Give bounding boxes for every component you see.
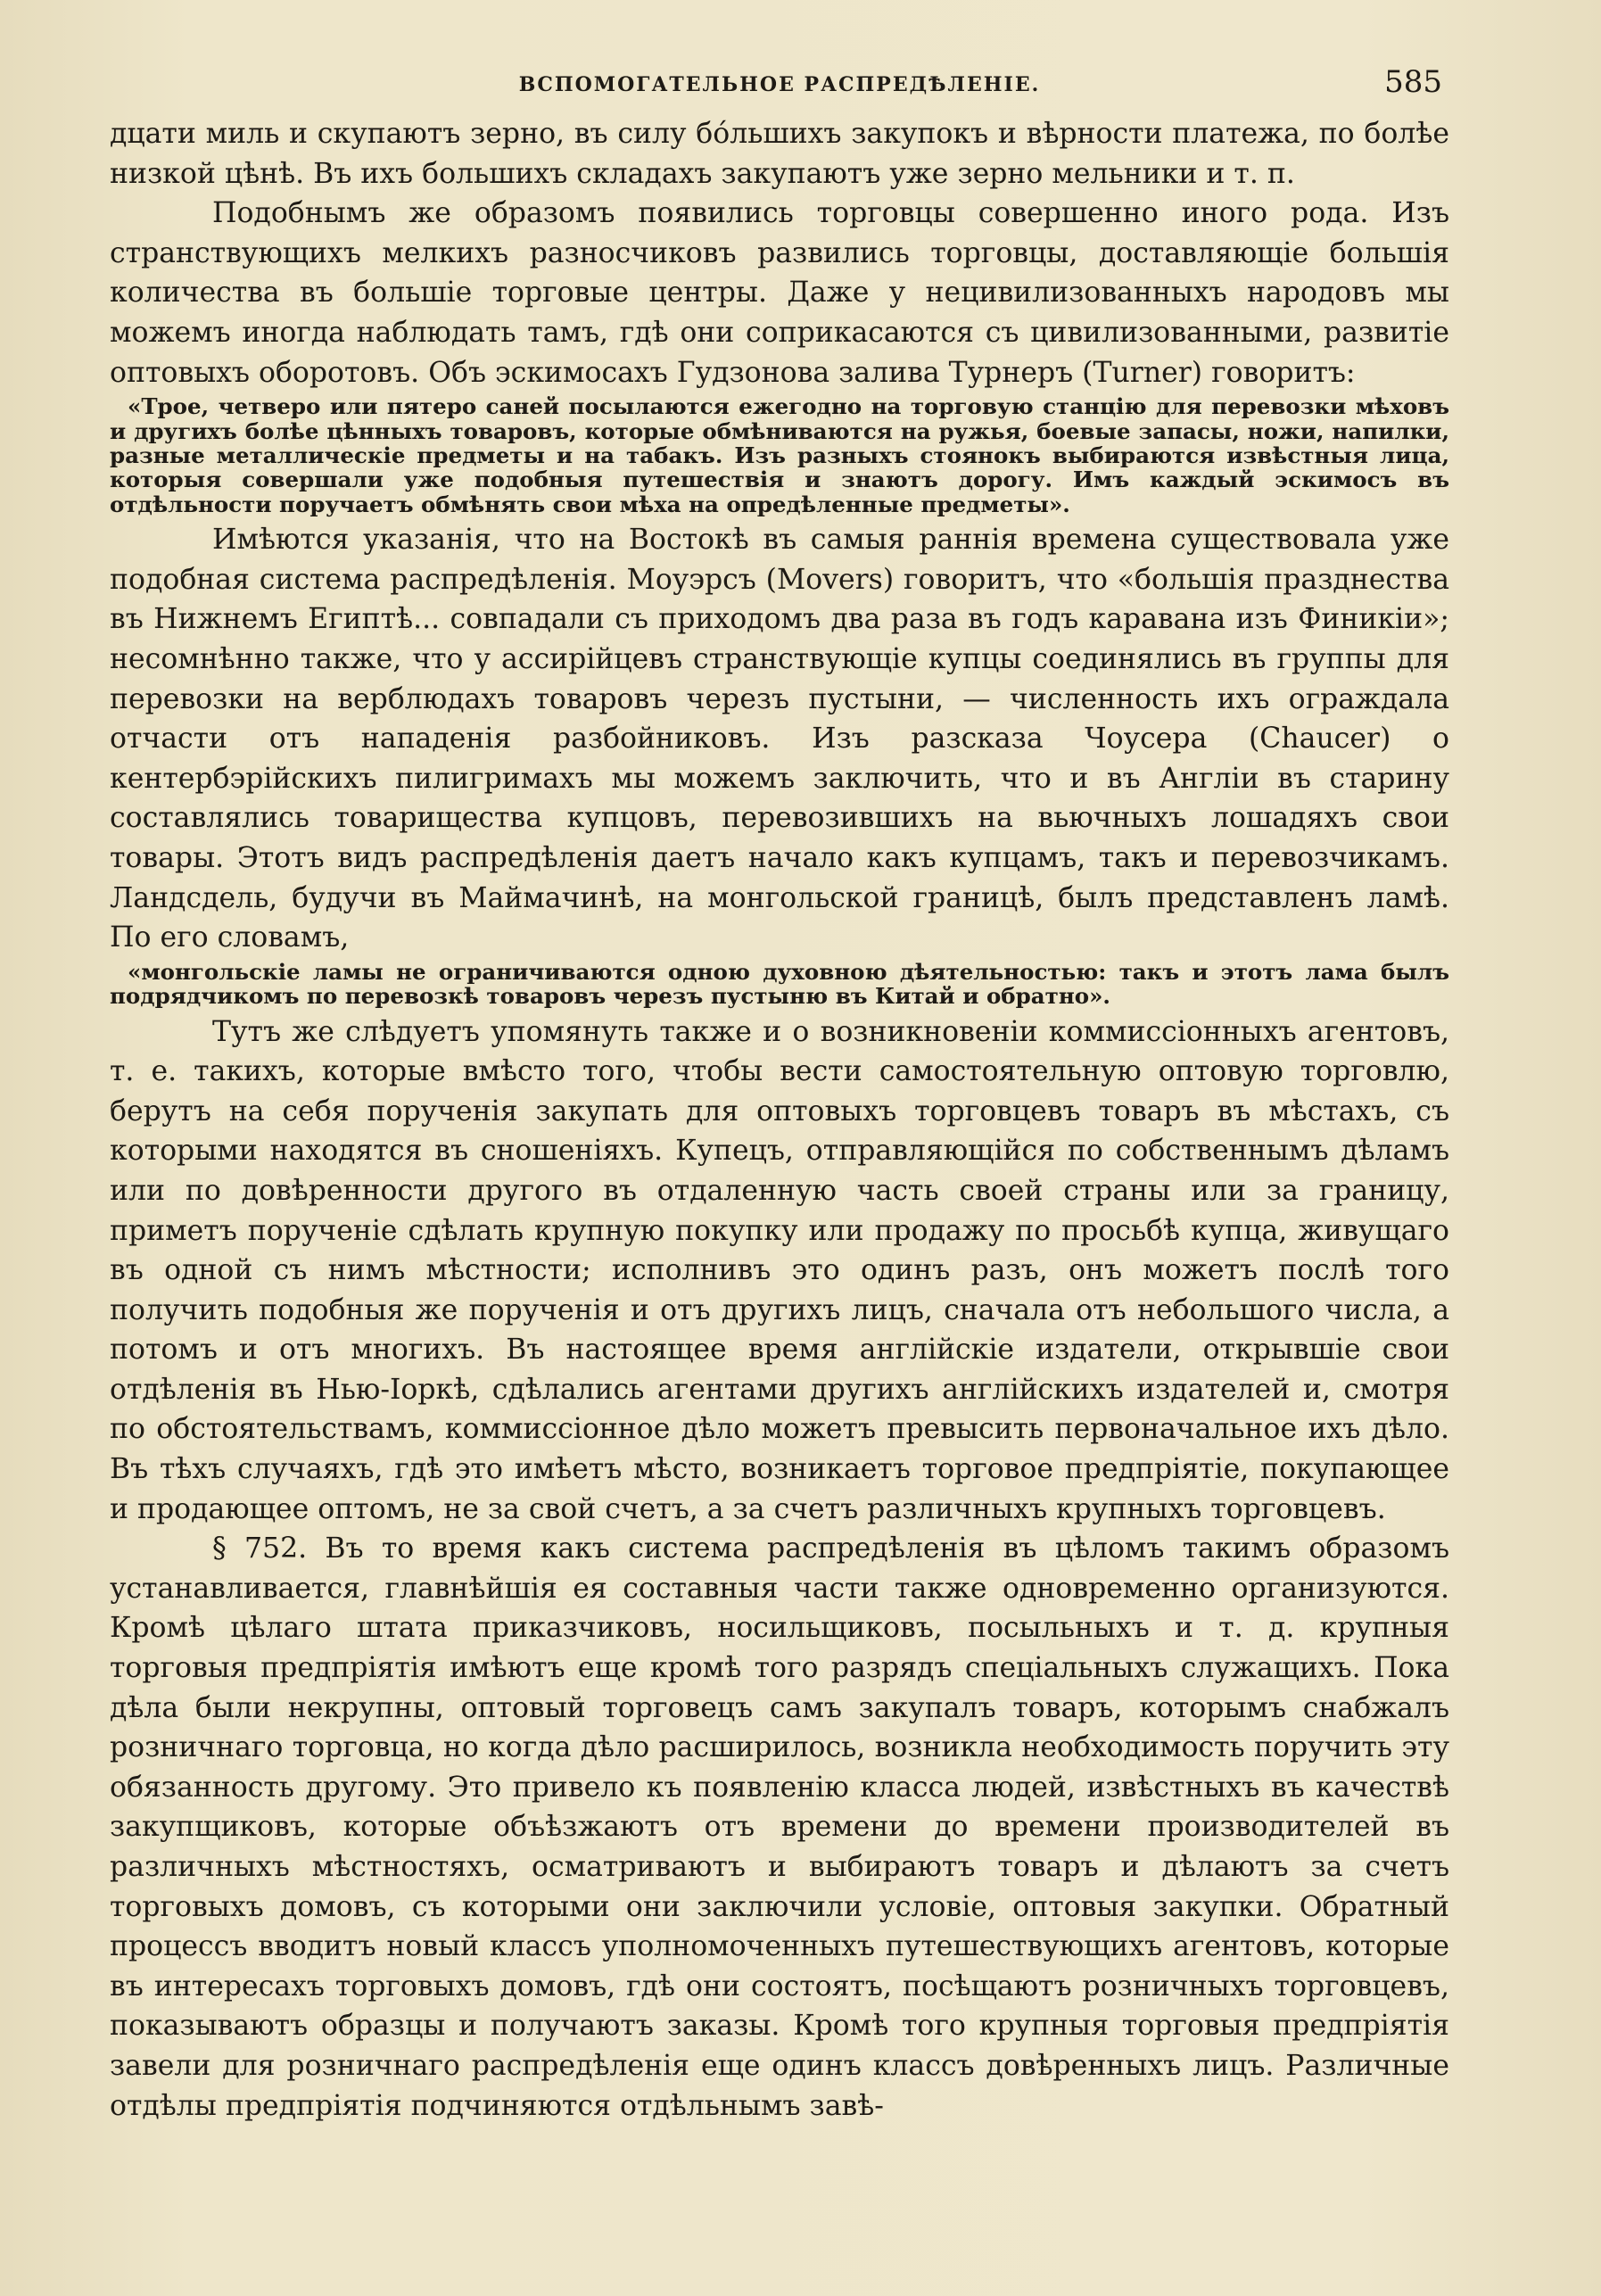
- block-quote: «Трое, четверо или пятеро саней посылаются ежегодно на торговую станцію для перевозки мѣховъ и другихъ болѣе цѣнныхъ товаровъ, которые обмѣниваются на ружья, боевые запасы, ножи, напилки, разные металлическіе предметы и на табакъ. Изъ разныхъ стоянокъ выбираются извѣстныя лица, которыя совершали уже подобныя путешествія и знаютъ дорогу. Имъ каждый эскимосъ въ отдѣльности поручаетъ обмѣнять свои мѣха на опредѣленные предметы».: [110, 393, 1449, 517]
- block-quote: «монгольскіе ламы не ограничиваются одною духовною дѣятельностью: такъ и этотъ лама былъ подрядчикомъ по перевозкѣ товаровъ черезъ пустыню въ Китай и обратно».: [110, 958, 1449, 1010]
- running-head: ВСПОМОГАТЕЛЬНОЕ РАСПРЕДѢЛЕНІЕ.: [518, 73, 1041, 96]
- page-body: [110, 114, 1449, 2126]
- section-paragraph: § 752. Въ то время какъ система распредѣленія въ цѣломъ такимъ образомъ устанавливается, главнѣйшія ея составныя части также одновременно организуются. Кромѣ цѣлаго штата приказчиковъ, носильщиковъ, посыльныхъ и т. д. крупныя торговыя предпріятія имѣютъ еще кромѣ того разрядъ спеціальныхъ служащихъ. Пока дѣла были некрупны, оптовый торговецъ самъ закупалъ товаръ, которымъ снабжалъ розничнаго торговца, но когда дѣло расширилось, возникла необходимость поручить эту обязанность другому. Это привело къ появленію класса людей, извѣстныхъ въ качествѣ закупщиковъ, которые объѣзжаютъ отъ времени до времени производителей въ различныхъ мѣстностяхъ, осматриваютъ и выбираютъ товаръ и дѣлаютъ за счетъ торговыхъ домовъ, съ которыми они заключили условіе, оптовыя закупки. Обратный процессъ вводитъ новый классъ уполномоченныхъ путешествующихъ агентовъ, которые въ интересахъ торговыхъ домовъ, гдѣ они состоятъ, посѣщаютъ розничныхъ торговцевъ, показываютъ образцы и получаютъ заказы. Кромѣ того крупныя торговыя предпріятія завели для розничнаго распредѣленія еще одинъ классъ довѣренныхъ лицъ. Различные отдѣлы предпріятія подчиняются отдѣльнымъ завѣ-: [110, 1532, 1449, 2122]
- page-header: [110, 62, 1449, 114]
- paragraph: Имѣются указанія, что на Востокѣ въ самыя раннія времена существовала уже подобная система распредѣленія. Моуэрсъ (Movers) говоритъ, что «большія празднества въ Нижнемъ Египтѣ... совпадали съ приходомъ два раза въ годъ каравана изъ Финикіи»; несомнѣнно также, что у ассирійцевъ странствующіе купцы соединялись въ группы для перевозки на верблюдахъ товаровъ черезъ пустыни, — численность ихъ ограждала отчасти отъ нападенія разбойниковъ. Изъ разсказа Чоусера (Chaucer) о кентербэрійскихъ пилигримахъ мы можемъ заключить, что и въ Англіи въ старину составлялись товарищества купцовъ, перевозившихъ на вьючныхъ лошадяхъ свои товары. Этотъ видъ распредѣленія даетъ начало какъ купцамъ, такъ и перевозчикамъ. Ландсдель, будучи въ Маймачинѣ, на монгольской границѣ, былъ представленъ ламѣ. По его словамъ,: [110, 524, 1449, 954]
- page-number: 585: [1384, 64, 1442, 100]
- paragraph: Подобнымъ же образомъ появились торговцы совершенно иного рода. Изъ странствующихъ мелкихъ разносчиковъ развились торговцы, доставляющіе большія количества въ большіе торговые центры. Даже у нецивилизованныхъ народовъ мы можемъ иногда наблюдать тамъ, гдѣ они соприкасаются съ цивилизованными, развитіе оптовыхъ оборотовъ. Объ эскимосахъ Гудзонова залива Турнеръ (Turner) говоритъ:: [110, 197, 1449, 389]
- paragraph-continuation: дцати миль и скупаютъ зерно, въ силу бо́льшихъ закупокъ и вѣрности платежа, по болѣе низкой цѣнѣ. Въ ихъ большихъ складахъ закупаютъ уже зерно мельники и т. п.: [110, 118, 1449, 190]
- paragraph: Тутъ же слѣдуетъ упомянуть также и о возникновеніи коммиссіонныхъ агентовъ, т. е. такихъ, которые вмѣсто того, чтобы вести самостоятельную оптовую торговлю, берутъ на себя порученія закупать для оптовыхъ торговцевъ товаръ въ мѣстахъ, съ которыми находятся въ сношеніяхъ. Купецъ, отправляющійся по собственнымъ дѣламъ или по довѣренности другого въ отдаленную часть своей страны или за границу, приметъ порученіе сдѣлать крупную покупку или продажу по просьбѣ купца, живущаго въ одной съ нимъ мѣстности; исполнивъ это одинъ разъ, онъ можетъ послѣ того получить подобныя же порученія и отъ другихъ лицъ, сначала отъ небольшого числа, а потомъ и отъ многихъ. Въ настоящее время англійскіе издатели, открывшіе свои отдѣленія въ Нью-Іоркѣ, сдѣлались агентами другихъ англійскихъ издателей и, смотря по обстоятельствамъ, коммиссіонное дѣло можетъ превысить первоначальное ихъ дѣло. Въ тѣхъ случаяхъ, гдѣ это имѣетъ мѣсто, возникаетъ торговое предпріятіе, покупающее и продающее оптомъ, не за свой счетъ, а за счетъ различныхъ крупныхъ торговцевъ.: [110, 1015, 1449, 1525]
